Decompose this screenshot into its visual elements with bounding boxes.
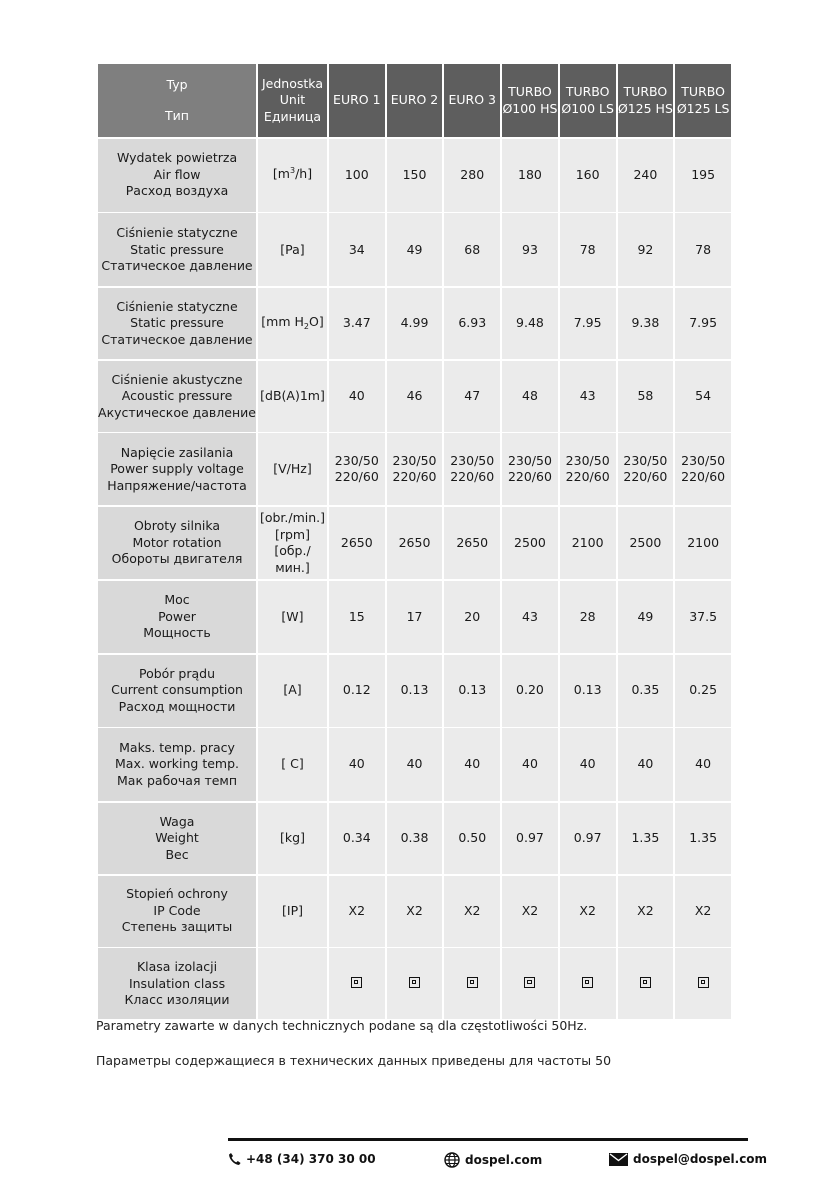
value-cell: 0.97 <box>502 803 558 874</box>
unit-label-pre: [ C] <box>281 756 304 772</box>
unit-cell <box>258 361 327 432</box>
parameter-label: Waga <box>159 813 195 829</box>
parameter-label-cell <box>98 876 256 947</box>
globe-icon <box>444 1152 460 1168</box>
phone-text: +48 (34) 370 30 00 <box>246 1152 376 1166</box>
parameter-label: Статическое давление <box>101 258 253 274</box>
class-ii-double-square-icon <box>524 977 535 988</box>
value-cell: 2100 <box>675 507 731 579</box>
unit-cell <box>258 655 327 727</box>
unit-label: [obr./min.] <box>259 510 326 526</box>
value-cell: 40 <box>329 361 385 432</box>
header-type-label: Тип <box>165 107 189 123</box>
parameter-label-cell <box>98 507 256 579</box>
value-line: 230/50 <box>565 452 610 468</box>
value-cell: 9.48 <box>502 288 558 359</box>
value-cell <box>560 948 616 1019</box>
value-line: 220/60 <box>565 469 610 485</box>
value-cell: X2 <box>502 876 558 947</box>
header-model-label: TURBO <box>565 84 610 99</box>
website-text: dospel.com <box>465 1153 543 1167</box>
header-model-label: Ø125 LS <box>676 100 730 116</box>
unit-label-pre: [dB(A)1m] <box>260 388 325 403</box>
value-cell: 54 <box>675 361 731 432</box>
parameter-label: Класс изоляции <box>124 992 230 1007</box>
parameter-label: Wydatek powietrza <box>116 150 238 166</box>
header-unit-label: Единица <box>263 108 322 124</box>
parameter-label: Вес <box>165 846 189 862</box>
unit-cell <box>258 139 327 212</box>
value-cell <box>329 433 385 505</box>
unit-label-post: O] <box>308 314 324 330</box>
parameter-label: Ciśnienie akustyczne <box>111 371 243 387</box>
value-cell: 20 <box>444 581 500 653</box>
value-cell: 7.95 <box>675 288 731 359</box>
value-line: 220/60 <box>623 469 668 485</box>
value-cell: 0.13 <box>444 655 500 727</box>
value-cell: 40 <box>618 728 674 801</box>
parameter-label: Motor rotation <box>132 534 222 550</box>
parameter-label-cell <box>98 213 256 286</box>
value-line: 220/60 <box>681 469 726 485</box>
parameter-label: Current consumption <box>111 682 243 698</box>
unit-label-pre: [V/Hz] <box>273 461 312 477</box>
class-ii-double-square-icon <box>409 977 420 988</box>
parameter-label: Ciśnienie statyczne <box>116 225 238 241</box>
unit-label-pre: [kg] <box>280 830 305 846</box>
parameter-label: Расход воздуха <box>125 183 229 199</box>
value-cell: X2 <box>329 876 385 947</box>
parameter-label: Klasa izolacji <box>136 959 218 974</box>
unit-label: [обр./мин.] <box>274 543 311 575</box>
footer-email[interactable] <box>609 1152 767 1166</box>
value-cell: X2 <box>618 876 674 947</box>
value-cell: 280 <box>444 139 500 212</box>
value-cell: 68 <box>444 213 500 286</box>
parameter-label: Air flow <box>153 166 201 182</box>
parameter-label: Акустическое давление <box>98 404 256 420</box>
value-cell <box>618 433 674 505</box>
footer-website[interactable] <box>444 1152 542 1168</box>
value-cell: 43 <box>502 581 558 653</box>
value-cell: 1.35 <box>618 803 674 874</box>
value-cell: 3.47 <box>329 288 385 359</box>
unit-label-pre: [m <box>272 165 290 181</box>
value-cell: 195 <box>675 139 731 212</box>
value-cell: 4.99 <box>387 288 443 359</box>
value-cell: X2 <box>675 876 731 947</box>
table-row <box>98 728 731 801</box>
value-cell: 2100 <box>560 507 616 579</box>
value-cell: 49 <box>618 581 674 653</box>
unit-label-pre: [IP] <box>282 902 303 918</box>
value-cell: 2650 <box>387 507 443 579</box>
parameter-label: Степень защиты <box>121 919 233 935</box>
value-cell: 17 <box>387 581 443 653</box>
value-cell: 7.95 <box>560 288 616 359</box>
value-cell: 0.97 <box>560 803 616 874</box>
value-cell: 240 <box>618 139 674 212</box>
unit-cell <box>258 507 327 579</box>
header-model-label: Ø125 HS <box>617 100 673 116</box>
header-model-cell <box>618 64 674 137</box>
header-model-label: EURO 3 <box>448 92 496 108</box>
parameter-label: Max. working temp. <box>115 756 240 772</box>
header-row <box>98 64 731 137</box>
header-unit-label: Jednostka <box>262 75 323 91</box>
value-cell <box>502 433 558 505</box>
parameter-label: Acoustic pressure <box>121 388 233 403</box>
value-cell: 0.25 <box>675 655 731 727</box>
spec-body <box>98 137 731 1019</box>
value-cell: 100 <box>329 139 385 212</box>
value-cell: 78 <box>675 213 731 286</box>
parameter-label: Power supply voltage <box>110 461 244 477</box>
header-unit-cell <box>258 64 327 137</box>
parameter-label: Napięcie zasilania <box>120 444 234 460</box>
value-cell: 9.38 <box>618 288 674 359</box>
value-cell: 40 <box>502 728 558 801</box>
value-cell: 150 <box>387 139 443 212</box>
value-cell: 48 <box>502 361 558 432</box>
value-cell <box>444 433 500 505</box>
header-model-label: TURBO <box>623 84 668 99</box>
parameter-label-cell <box>98 581 256 653</box>
parameter-label: Static pressure <box>130 241 224 257</box>
email-text: dospel@dospel.com <box>633 1152 768 1166</box>
unit-label-pre: [W] <box>281 608 304 624</box>
parameter-label: Статическое давление <box>101 331 253 347</box>
header-model-label: Ø100 HS <box>502 100 558 116</box>
table-row <box>98 361 731 432</box>
parameter-label-cell <box>98 728 256 801</box>
parameter-label-cell <box>98 288 256 359</box>
value-cell: X2 <box>387 876 443 947</box>
table-row <box>98 213 731 286</box>
value-cell: 6.93 <box>444 288 500 359</box>
parameter-label: Stopień ochrony <box>126 886 228 902</box>
header-model-label: EURO 2 <box>390 92 439 108</box>
value-cell: X2 <box>560 876 616 947</box>
table-row <box>98 803 731 874</box>
parameter-label-cell <box>98 655 256 727</box>
value-cell <box>675 948 731 1019</box>
unit-label-post: /h] <box>295 165 313 181</box>
parameter-label: Расход мощности <box>118 698 236 714</box>
parameter-label-cell <box>98 948 256 1019</box>
value-cell: 0.13 <box>387 655 443 727</box>
header-model-cell <box>560 64 616 137</box>
parameter-label: Ciśnienie statyczne <box>116 298 238 314</box>
unit-label-pre: [A] <box>283 682 302 698</box>
parameter-label: IP Code <box>153 902 201 918</box>
class-ii-double-square-icon <box>467 977 478 988</box>
parameter-label: Moc <box>164 592 190 608</box>
value-cell: 2500 <box>502 507 558 579</box>
header-model-cell <box>387 64 443 137</box>
table-row <box>98 507 731 579</box>
unit-cell <box>258 948 327 1019</box>
value-line: 220/60 <box>392 469 437 485</box>
value-cell: 93 <box>502 213 558 286</box>
header-model-cell <box>444 64 500 137</box>
value-cell: 34 <box>329 213 385 286</box>
table-row <box>98 948 731 1019</box>
unit-label-pre: [Pa] <box>280 241 305 257</box>
header-type-label: Typ <box>166 77 188 92</box>
value-cell: 46 <box>387 361 443 432</box>
value-cell: 2650 <box>329 507 385 579</box>
phone-icon <box>228 1152 241 1166</box>
parameter-label: Мощность <box>143 625 211 641</box>
value-cell: 0.12 <box>329 655 385 727</box>
value-line: 230/50 <box>681 452 726 468</box>
value-line: 220/60 <box>450 469 495 485</box>
value-cell: 15 <box>329 581 385 653</box>
parameter-label: Мак рабочая темп <box>117 772 238 788</box>
spec-table <box>96 64 733 1019</box>
value-cell: 40 <box>329 728 385 801</box>
value-cell: 0.34 <box>329 803 385 874</box>
table-row <box>98 433 731 505</box>
parameter-label: Обороты двигателя <box>111 551 243 567</box>
value-cell: 40 <box>444 728 500 801</box>
value-cell <box>387 948 443 1019</box>
parameter-label: Maks. temp. pracy <box>119 739 235 755</box>
unit-cell <box>258 728 327 801</box>
value-cell <box>675 433 731 505</box>
unit-cell <box>258 288 327 359</box>
header-model-label: EURO 1 <box>333 92 381 108</box>
table-row <box>98 139 731 212</box>
value-line: 220/60 <box>507 469 552 485</box>
value-cell: 49 <box>387 213 443 286</box>
header-model-label: TURBO <box>508 84 552 99</box>
value-cell: 47 <box>444 361 500 432</box>
value-line: 230/50 <box>450 452 495 468</box>
table-row <box>98 876 731 947</box>
unit-cell <box>258 213 327 286</box>
value-cell: 2650 <box>444 507 500 579</box>
value-cell <box>618 948 674 1019</box>
value-cell: X2 <box>444 876 500 947</box>
parameter-label: Напряжение/частота <box>107 477 247 493</box>
parameter-label: Pobór prądu <box>139 665 216 681</box>
table-row <box>98 655 731 727</box>
unit-label-sup: 3 <box>289 165 296 175</box>
header-model-label: Ø100 LS <box>561 100 614 116</box>
value-cell: 160 <box>560 139 616 212</box>
value-cell: 0.35 <box>618 655 674 727</box>
class-ii-double-square-icon <box>582 977 593 988</box>
value-cell <box>387 433 443 505</box>
header-model-cell <box>675 64 731 137</box>
class-ii-double-square-icon <box>351 977 362 988</box>
value-cell: 40 <box>560 728 616 801</box>
value-line: 220/60 <box>334 469 379 485</box>
parameter-label: Obroty silnika <box>133 518 221 534</box>
value-cell: 0.50 <box>444 803 500 874</box>
value-cell: 78 <box>560 213 616 286</box>
value-cell: 40 <box>387 728 443 801</box>
parameter-label-cell <box>98 433 256 505</box>
note-polish: Parametry zawarte w danych technicznych podane są dla częstotliwości 50Hz. <box>96 1018 588 1033</box>
class-ii-double-square-icon <box>640 977 651 988</box>
value-cell: 43 <box>560 361 616 432</box>
header-model-label: TURBO <box>681 84 725 99</box>
unit-cell <box>258 433 327 505</box>
unit-label: [rpm] <box>274 526 310 542</box>
unit-label-pre: [mm H <box>261 314 304 330</box>
footer-phone[interactable] <box>228 1152 376 1166</box>
value-cell <box>444 948 500 1019</box>
table-row <box>98 581 731 653</box>
parameter-label: Insulation class <box>128 975 226 991</box>
header-model-cell <box>329 64 385 137</box>
value-cell: 0.13 <box>560 655 616 727</box>
note-russian: Параметры содержащиеся в технических данных приведены для частоты 50 <box>96 1053 612 1068</box>
value-cell: 37.5 <box>675 581 731 653</box>
value-cell <box>502 948 558 1019</box>
table-row <box>98 288 731 359</box>
value-cell <box>329 948 385 1019</box>
value-cell: 0.38 <box>387 803 443 874</box>
value-cell: 58 <box>618 361 674 432</box>
value-cell: 40 <box>675 728 731 801</box>
unit-cell <box>258 876 327 947</box>
value-line: 230/50 <box>334 452 379 468</box>
value-cell: 180 <box>502 139 558 212</box>
parameter-label-cell <box>98 803 256 874</box>
value-cell: 1.35 <box>675 803 731 874</box>
footer-rule <box>228 1138 748 1141</box>
value-line: 230/50 <box>392 452 437 468</box>
unit-label-sub: 2 <box>303 322 309 332</box>
class-ii-double-square-icon <box>698 977 709 988</box>
value-cell: 92 <box>618 213 674 286</box>
parameter-label: Weight <box>155 830 199 846</box>
unit-cell <box>258 581 327 653</box>
parameter-label-cell <box>98 361 256 432</box>
value-line: 230/50 <box>507 452 552 468</box>
value-cell: 2500 <box>618 507 674 579</box>
unit-cell <box>258 803 327 874</box>
value-cell: 0.20 <box>502 655 558 727</box>
parameter-label: Static pressure <box>130 315 224 331</box>
header-unit-label: Unit <box>279 92 306 108</box>
value-cell: 28 <box>560 581 616 653</box>
header-model-cell <box>502 64 558 137</box>
envelope-icon <box>609 1153 628 1166</box>
parameter-label-cell <box>98 139 256 212</box>
header-type-cell <box>98 64 256 137</box>
value-cell <box>560 433 616 505</box>
parameter-label: Power <box>158 608 196 624</box>
value-line: 230/50 <box>623 452 668 468</box>
